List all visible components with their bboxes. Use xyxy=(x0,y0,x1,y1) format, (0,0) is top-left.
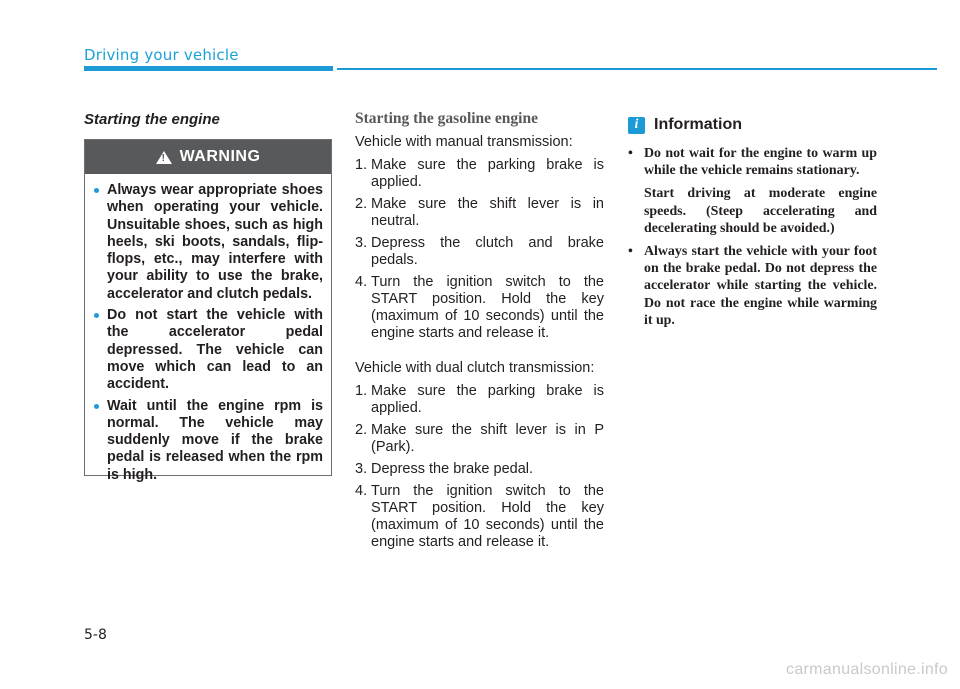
page-number: 5-8 xyxy=(84,627,107,643)
page-heading: Starting the engine xyxy=(84,111,220,128)
dct-step: 3. Depress the brake pedal. xyxy=(355,461,534,477)
section-title: Driving your vehicle xyxy=(84,46,239,64)
info-icon: i xyxy=(628,117,645,134)
header-rule-thin xyxy=(337,68,937,70)
dct-step: 4. Turn the ignition switch to the START position. Hold the key (maximum of 10 seconds) until the engine starts and release it. xyxy=(355,483,604,550)
header-rule-thick xyxy=(84,66,333,71)
manual-step: 2. Make sure the shift lever is in neutral. xyxy=(355,196,604,229)
information-item: • Always start the vehicle with your foot on the brake pedal. Do not depress the accelerator while starting the vehicle. Do not race the engine while warming it up. xyxy=(628,243,877,329)
information-title: Information xyxy=(654,116,742,133)
information-item: • Do not wait for the engine to warm up while the vehicle remains stationary. Start driving at moderate engine speeds. (Steep accelerating and decelerating should be avoided.) xyxy=(628,145,877,237)
warning-header xyxy=(85,140,331,174)
warning-item: Do not start the vehicle with the accelerator pedal depressed. The vehicle can move which can lead to an accident. xyxy=(93,307,323,393)
information-list xyxy=(628,145,877,335)
gasoline-heading: Starting the gasoline engine xyxy=(355,110,538,127)
dct-intro: Vehicle with dual clutch transmission: xyxy=(355,360,595,376)
manual-intro: Vehicle with manual transmission: xyxy=(355,134,573,150)
warning-list xyxy=(85,174,331,484)
information-header xyxy=(628,116,742,134)
dct-step: 1. Make sure the parking brake is applied. xyxy=(355,383,604,416)
warning-box xyxy=(84,139,332,483)
gasoline-section xyxy=(355,110,604,569)
manual-step: 3. Depress the clutch and brake pedals. xyxy=(355,235,604,268)
dct-step: 2. Make sure the shift lever is in P (Park). xyxy=(355,422,604,455)
warning-title: WARNING xyxy=(179,148,261,165)
warning-item: Wait until the engine rpm is normal. The vehicle may suddenly move if the brake pedal is released when the rpm is high. xyxy=(93,398,323,484)
warning-item: Always wear appropriate shoes when operating your vehicle. Unsuitable shoes, such as high heels, ski boots, sandals, flip-flops, etc., may interfere with your ability to use the brake, accelerator and clutch pedals. xyxy=(93,182,323,303)
dct-steps xyxy=(355,383,604,551)
warning-icon: ! xyxy=(156,151,172,164)
manual-steps xyxy=(355,157,604,342)
watermark: carmanualsonline.info xyxy=(786,661,948,678)
manual-step: 1. Make sure the parking brake is applied. xyxy=(355,157,604,190)
manual-step: 4. Turn the ignition switch to the START position. Hold the key (maximum of 10 seconds) until the engine starts and release it. xyxy=(355,274,604,341)
